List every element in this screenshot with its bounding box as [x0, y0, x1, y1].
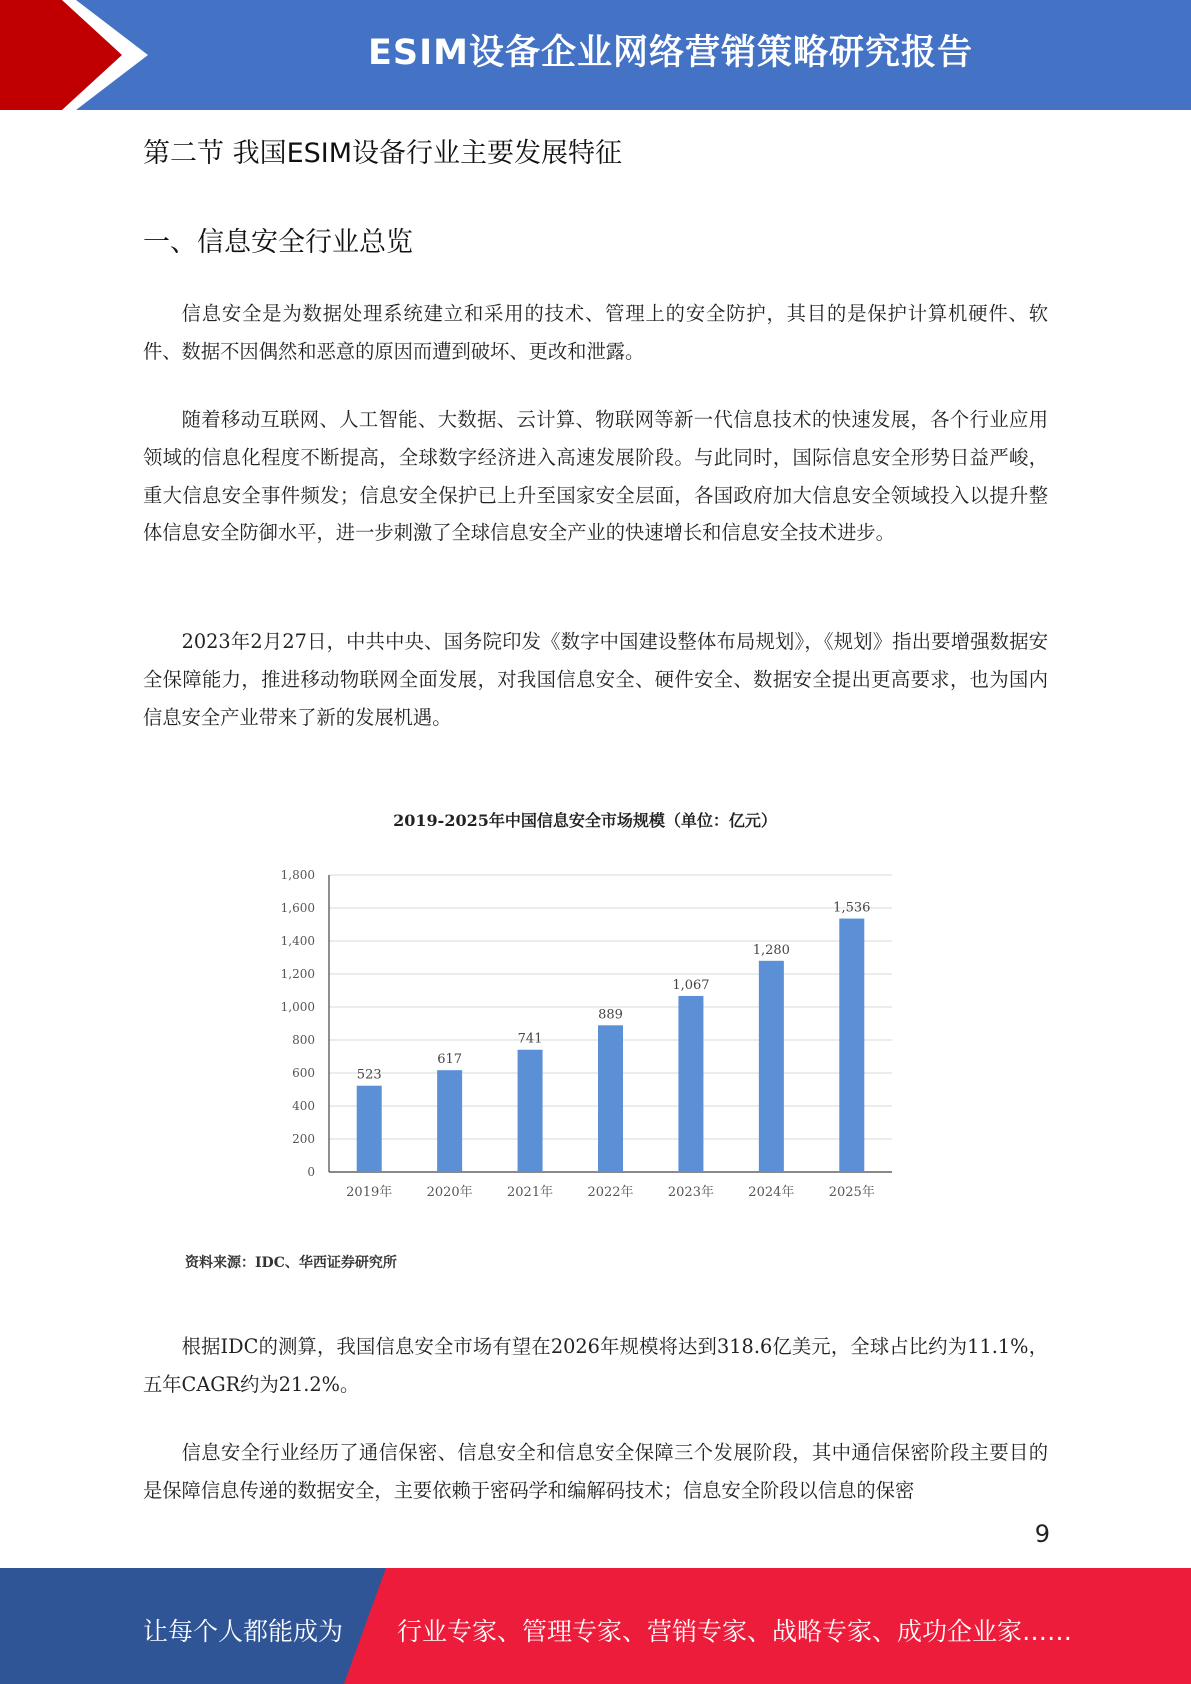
report-title: ESIM设备企业网络营销策略研究报告: [368, 33, 973, 73]
y-tick-label: 800: [292, 1033, 315, 1047]
x-tick-label: 2019年: [346, 1185, 393, 1200]
y-tick-label: 1,800: [280, 868, 315, 882]
y-tick-label: 0: [307, 1165, 315, 1179]
y-tick-label: 400: [292, 1099, 315, 1113]
bar-chart: [260, 808, 910, 1208]
x-tick-label: 2023年: [667, 1185, 714, 1200]
bar: [678, 996, 703, 1172]
y-tick-label: 1,600: [280, 901, 315, 915]
x-tick-label: 2020年: [426, 1185, 473, 1200]
paragraph-4: 根据IDC的测算，我国信息安全市场有望在2026年规模将达到318.6亿美元，全球占比约为11.1%，五年CAGR约为21.2%。: [143, 1335, 1048, 1396]
bar: [357, 1086, 382, 1172]
y-tick-label: 200: [292, 1132, 315, 1146]
data-label: 1,536: [833, 900, 871, 916]
x-tick-label: 2025年: [828, 1185, 875, 1200]
data-label: 741: [517, 1031, 543, 1047]
data-label: 1,067: [672, 977, 710, 993]
paragraph-3: 2023年2月27日，中共中央、国务院印发《数字中国建设整体布局规划》，《规划》指出要增强数据安全保障能力，推进移动物联网全面发展，对我国信息安全、硬件安全、数据安全提出更高要求，也为国内信息安全产业带来了新的发展机遇。: [143, 630, 1048, 729]
bar: [759, 961, 784, 1172]
y-tick-label: 1,000: [280, 1000, 315, 1014]
data-label: 1,280: [752, 942, 790, 958]
bar: [598, 1025, 623, 1172]
y-tick-label: 600: [292, 1066, 315, 1080]
paragraph-1: 信息安全是为数据处理系统建立和采用的技术、管理上的安全防护，其目的是保护计算机硬件、软件、数据不因偶然和恶意的原因而遭到破坏、更改和泄露。: [143, 302, 1048, 363]
section-title: 第二节 我国ESIM设备行业主要发展特征: [143, 138, 623, 169]
chart-canvas: [260, 808, 910, 1208]
page-number: 9: [1034, 1520, 1050, 1548]
sub-title: 一、信息安全行业总览: [143, 227, 413, 258]
footer-slogan-right: 行业专家、管理专家、营销专家、战略专家、成功企业家……: [397, 1617, 1073, 1646]
data-label: 889: [598, 1007, 623, 1023]
data-label: 523: [356, 1067, 382, 1083]
bar: [839, 919, 864, 1172]
x-tick-label: 2024年: [748, 1185, 795, 1200]
source-note: 资料来源：IDC、华西证券研究所: [185, 1255, 397, 1271]
bar: [437, 1070, 462, 1172]
footer-slogan-left: 让每个人都能成为: [143, 1617, 344, 1646]
header-banner: [0, 0, 1191, 110]
x-tick-label: 2022年: [587, 1185, 634, 1200]
x-tick-label: 2021年: [507, 1185, 554, 1200]
data-label: 617: [437, 1052, 463, 1068]
y-tick-label: 1,200: [280, 967, 315, 981]
bar: [518, 1050, 543, 1172]
y-tick-label: 1,400: [280, 934, 315, 948]
paragraph-2: 随着移动互联网、人工智能、大数据、云计算、物联网等新一代信息技术的快速发展，各个行业应用领域的信息化程度不断提高，全球数字经济进入高速发展阶段。与此同时，国际信息安全形势日益严峻，重大信息安全事件频发；信息安全保护已上升至国家安全层面，各国政府加大信息安全领域投入以提升整体信息安全防御水平，进一步刺激了全球信息安全产业的快速增长和信息安全技术进步。: [143, 408, 1048, 545]
paragraph-5: 信息安全行业经历了通信保密、信息安全和信息安全保障三个发展阶段，其中通信保密阶段主要目的是保障信息传递的数据安全，主要依赖于密码学和编解码技术；信息安全阶段以信息的保密: [143, 1441, 1048, 1502]
chart-title: 2019-2025年中国信息安全市场规模（单位：亿元）: [393, 811, 777, 830]
